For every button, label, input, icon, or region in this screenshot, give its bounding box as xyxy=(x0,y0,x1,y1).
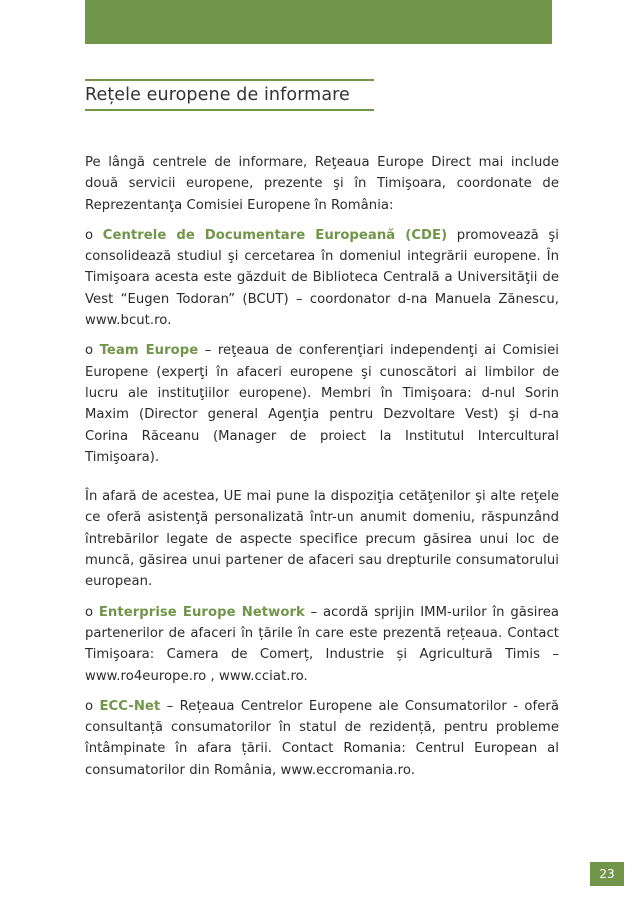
list-item-een xyxy=(85,602,559,687)
intro-paragraph: Pe lângă centrele de informare, Reţeaua Europe Direct mai include două servicii europene, prezente şi în Timişoara, coordonate de Reprezentanţa Comisiei Europene în România: xyxy=(85,155,559,213)
item-name-cde: Centrele de Documentare Europeană (CDE) xyxy=(102,227,448,243)
page-number-badge xyxy=(590,862,624,886)
bullet-marker: o xyxy=(85,604,94,620)
bullet-marker: o xyxy=(85,698,94,714)
section-heading-block xyxy=(85,79,374,111)
item-text-een: – acordă sprijin IMM-urilor în găsirea partenerilor de afaceri în țările în care este prezentă rețeaua. Contact Timişoara: Camera de Comerț, Industrie și Agricultură Timis – www.ro4europe.ro , www.cciat.ro. xyxy=(85,604,559,684)
heading-bottom-rule xyxy=(85,109,374,111)
item-name-team-europe: Team Europe xyxy=(99,343,199,359)
middle-paragraph: În afară de acestea, UE mai pune la dispoziţia cetăţenilor şi alte reţele ce oferă asistenţă personalizată într-un anumit domeniu, răspunzând întrebărilor legate de aspecte specifice precum găsirea unui loc de muncă, găsirea unui partener de afaceri sau drepturile consumatorului european. xyxy=(85,489,559,590)
bullet-marker: o xyxy=(85,343,94,359)
header-band xyxy=(85,0,552,44)
item-text-cde: promovează şi consolidează studiul şi cercetarea în domeniul integrării europene. În Timişoara acesta este găzduit de Biblioteca Centrală a Universităţii de Vest “Eugen Todoran” (BCUT) – coordonator d-na Manuela Zănescu, www.bcut.ro. xyxy=(85,227,559,329)
list-item-team-europe xyxy=(85,340,559,468)
item-text-ecc-net: – Rețeaua Centrelor Europene ale Consumatorilor - oferă consultanță consumatorilor în statul de rezidență, pentru probleme întâmpinate în afara țării. Contact Romania: Centrul European al consumatorilor din România, www.eccromania.ro. xyxy=(85,698,559,778)
item-name-een: Enterprise Europe Network xyxy=(98,604,305,620)
section-heading: Rețele europene de informare xyxy=(85,85,350,105)
body-text xyxy=(85,152,559,781)
item-text-team-europe: – reţeaua de conferenţiari independenţi ai Comisiei Europene (experţi în afaceri europene şi cunoscători ai limbilor de lucru ale instituţiilor europene). Membri în Timişoara: d-nul Sorin Maxim (Director general Agenţia pentru Dezvoltare Vest) şi d-na Corina Răceanu (Manager de proiect la Institutul Intercultural Timişoara). xyxy=(85,343,560,465)
bullet-marker: o xyxy=(85,227,94,243)
page-number: 23 xyxy=(599,867,615,881)
item-name-ecc-net: ECC-Net xyxy=(99,698,161,714)
list-item-ecc-net xyxy=(85,696,559,781)
list-item-cde xyxy=(85,225,559,331)
